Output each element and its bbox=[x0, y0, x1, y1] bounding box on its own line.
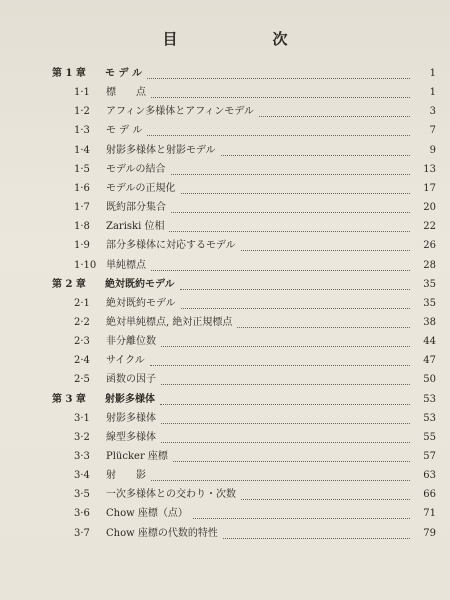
page-number: 79 bbox=[423, 528, 436, 539]
dot-leader bbox=[171, 158, 410, 175]
page-number: 71 bbox=[423, 508, 436, 519]
section-title: Chow 座標（点） bbox=[106, 508, 188, 519]
page-number: 38 bbox=[423, 317, 436, 328]
chapter-number: 第 3 章 bbox=[52, 394, 86, 405]
toc-section-row bbox=[0, 85, 450, 101]
page-number: 50 bbox=[423, 374, 436, 385]
dot-leader bbox=[161, 407, 410, 424]
dot-leader bbox=[147, 119, 410, 136]
page-number: 13 bbox=[423, 164, 436, 175]
toc-section-row bbox=[0, 526, 450, 542]
page-number: 63 bbox=[423, 470, 436, 481]
section-number: 3·1 bbox=[74, 413, 90, 424]
section-number: 1·3 bbox=[74, 125, 90, 136]
dot-leader bbox=[181, 292, 410, 309]
section-number: 3·2 bbox=[74, 432, 90, 443]
page-number: 3 bbox=[429, 106, 436, 117]
dot-leader bbox=[151, 81, 410, 98]
toc-section-row bbox=[0, 200, 450, 216]
dot-leader bbox=[241, 483, 410, 500]
page-number: 35 bbox=[423, 298, 436, 309]
toc-section-row bbox=[0, 238, 450, 254]
section-title: Plücker 座標 bbox=[106, 451, 168, 462]
dot-leader bbox=[161, 368, 410, 385]
section-title: 函数の因子 bbox=[106, 374, 156, 385]
page-number: 26 bbox=[423, 240, 436, 251]
toc-chapter-row bbox=[0, 66, 450, 82]
section-number: 1·9 bbox=[74, 240, 90, 251]
toc-section-row bbox=[0, 143, 450, 159]
toc-section-row bbox=[0, 315, 450, 331]
section-number: 1·1 bbox=[74, 87, 90, 98]
page-number: 44 bbox=[423, 336, 436, 347]
section-title: 射影多様体と射影モデル bbox=[106, 145, 216, 156]
page-number: 57 bbox=[423, 451, 436, 462]
section-title: 一次多様体との交わり・次数 bbox=[106, 489, 236, 500]
toc-section-row bbox=[0, 334, 450, 350]
section-title: 線型多様体 bbox=[106, 432, 156, 443]
toc-section-row bbox=[0, 162, 450, 178]
chapter-title: 射影多様体 bbox=[105, 394, 155, 405]
section-number: 1·8 bbox=[74, 221, 90, 232]
dot-leader bbox=[259, 100, 410, 117]
toc-section-row bbox=[0, 219, 450, 235]
section-title: モデルの正規化 bbox=[106, 183, 176, 194]
section-title: 絶対単純標点, 絶対正規標点 bbox=[106, 317, 233, 328]
section-number: 2·4 bbox=[74, 355, 90, 366]
toc-section-row bbox=[0, 296, 450, 312]
dot-leader bbox=[221, 139, 410, 156]
section-title: 射 影 bbox=[106, 470, 146, 481]
dot-leader bbox=[160, 388, 410, 405]
toc-section-row bbox=[0, 487, 450, 503]
dot-leader bbox=[169, 215, 410, 232]
dot-leader bbox=[180, 273, 410, 290]
toc-section-row bbox=[0, 449, 450, 465]
dot-leader bbox=[181, 177, 410, 194]
chapter-number: 第 1 章 bbox=[52, 68, 86, 79]
dot-leader bbox=[237, 311, 410, 328]
chapter-title: 絶対既約モデル bbox=[105, 279, 175, 290]
section-title: 単純標点 bbox=[106, 260, 146, 271]
dot-leader bbox=[151, 464, 410, 481]
section-title: サイクル bbox=[106, 355, 145, 366]
dot-leader bbox=[223, 522, 410, 539]
dot-leader bbox=[150, 349, 410, 366]
chapter-title: モ デ ル bbox=[105, 68, 142, 79]
section-number: 1·5 bbox=[74, 164, 90, 175]
page-number: 55 bbox=[423, 432, 436, 443]
dot-leader bbox=[151, 254, 410, 271]
section-number: 1·10 bbox=[74, 260, 97, 271]
page-number: 1 bbox=[429, 87, 436, 98]
toc-section-row bbox=[0, 181, 450, 197]
dot-leader bbox=[171, 196, 410, 213]
page-number: 20 bbox=[423, 202, 436, 213]
section-number: 3·4 bbox=[74, 470, 90, 481]
section-title: モデルの結合 bbox=[106, 164, 166, 175]
dot-leader bbox=[161, 426, 410, 443]
page-number: 7 bbox=[429, 125, 436, 136]
section-number: 1·4 bbox=[74, 145, 90, 156]
toc-section-row bbox=[0, 372, 450, 388]
section-number: 2·2 bbox=[74, 317, 90, 328]
section-number: 3·6 bbox=[74, 508, 90, 519]
toc-section-row bbox=[0, 123, 450, 139]
section-number: 1·6 bbox=[74, 183, 90, 194]
section-title: 部分多様体に対応するモデル bbox=[106, 240, 236, 251]
section-number: 2·5 bbox=[74, 374, 90, 385]
section-number: 1·7 bbox=[74, 202, 90, 213]
section-number: 2·1 bbox=[74, 298, 90, 309]
section-title: 絶対既約モデル bbox=[106, 298, 176, 309]
section-number: 3·5 bbox=[74, 489, 90, 500]
section-title: 標 点 bbox=[106, 87, 146, 98]
section-title: 非分離位数 bbox=[106, 336, 156, 347]
toc-section-row bbox=[0, 411, 450, 427]
toc-section-row bbox=[0, 258, 450, 274]
page-number: 35 bbox=[423, 279, 436, 290]
toc-section-row bbox=[0, 104, 450, 120]
section-title: Chow 座標の代数的特性 bbox=[106, 528, 218, 539]
dot-leader bbox=[161, 330, 410, 347]
section-title: 射影多様体 bbox=[106, 413, 156, 424]
page-number: 53 bbox=[423, 394, 436, 405]
page-number: 53 bbox=[423, 413, 436, 424]
dot-leader bbox=[241, 234, 410, 251]
section-number: 3·3 bbox=[74, 451, 90, 462]
page-number: 28 bbox=[423, 260, 436, 271]
page-number: 1 bbox=[429, 68, 436, 79]
toc-chapter-row bbox=[0, 392, 450, 408]
page-number: 66 bbox=[423, 489, 436, 500]
dot-leader bbox=[147, 62, 410, 79]
page-number: 22 bbox=[423, 221, 436, 232]
toc-section-row bbox=[0, 468, 450, 484]
section-number: 3·7 bbox=[74, 528, 90, 539]
page-number: 9 bbox=[429, 145, 436, 156]
section-title: モ デ ル bbox=[106, 125, 143, 136]
dot-leader bbox=[173, 445, 410, 462]
toc-section-row bbox=[0, 353, 450, 369]
page-number: 17 bbox=[423, 183, 436, 194]
section-title: アフィン多様体とアフィンモデル bbox=[106, 106, 254, 117]
toc-chapter-row bbox=[0, 277, 450, 293]
toc-section-row bbox=[0, 430, 450, 446]
section-number: 2·3 bbox=[74, 336, 90, 347]
page-number: 47 bbox=[423, 355, 436, 366]
chapter-number: 第 2 章 bbox=[52, 279, 86, 290]
page-title: 目 次 bbox=[162, 30, 328, 48]
section-number: 1·2 bbox=[74, 106, 90, 117]
section-title: 既約部分集合 bbox=[106, 202, 166, 213]
section-title: Zariski 位相 bbox=[106, 221, 165, 232]
dot-leader bbox=[193, 502, 410, 519]
toc-section-row bbox=[0, 506, 450, 522]
